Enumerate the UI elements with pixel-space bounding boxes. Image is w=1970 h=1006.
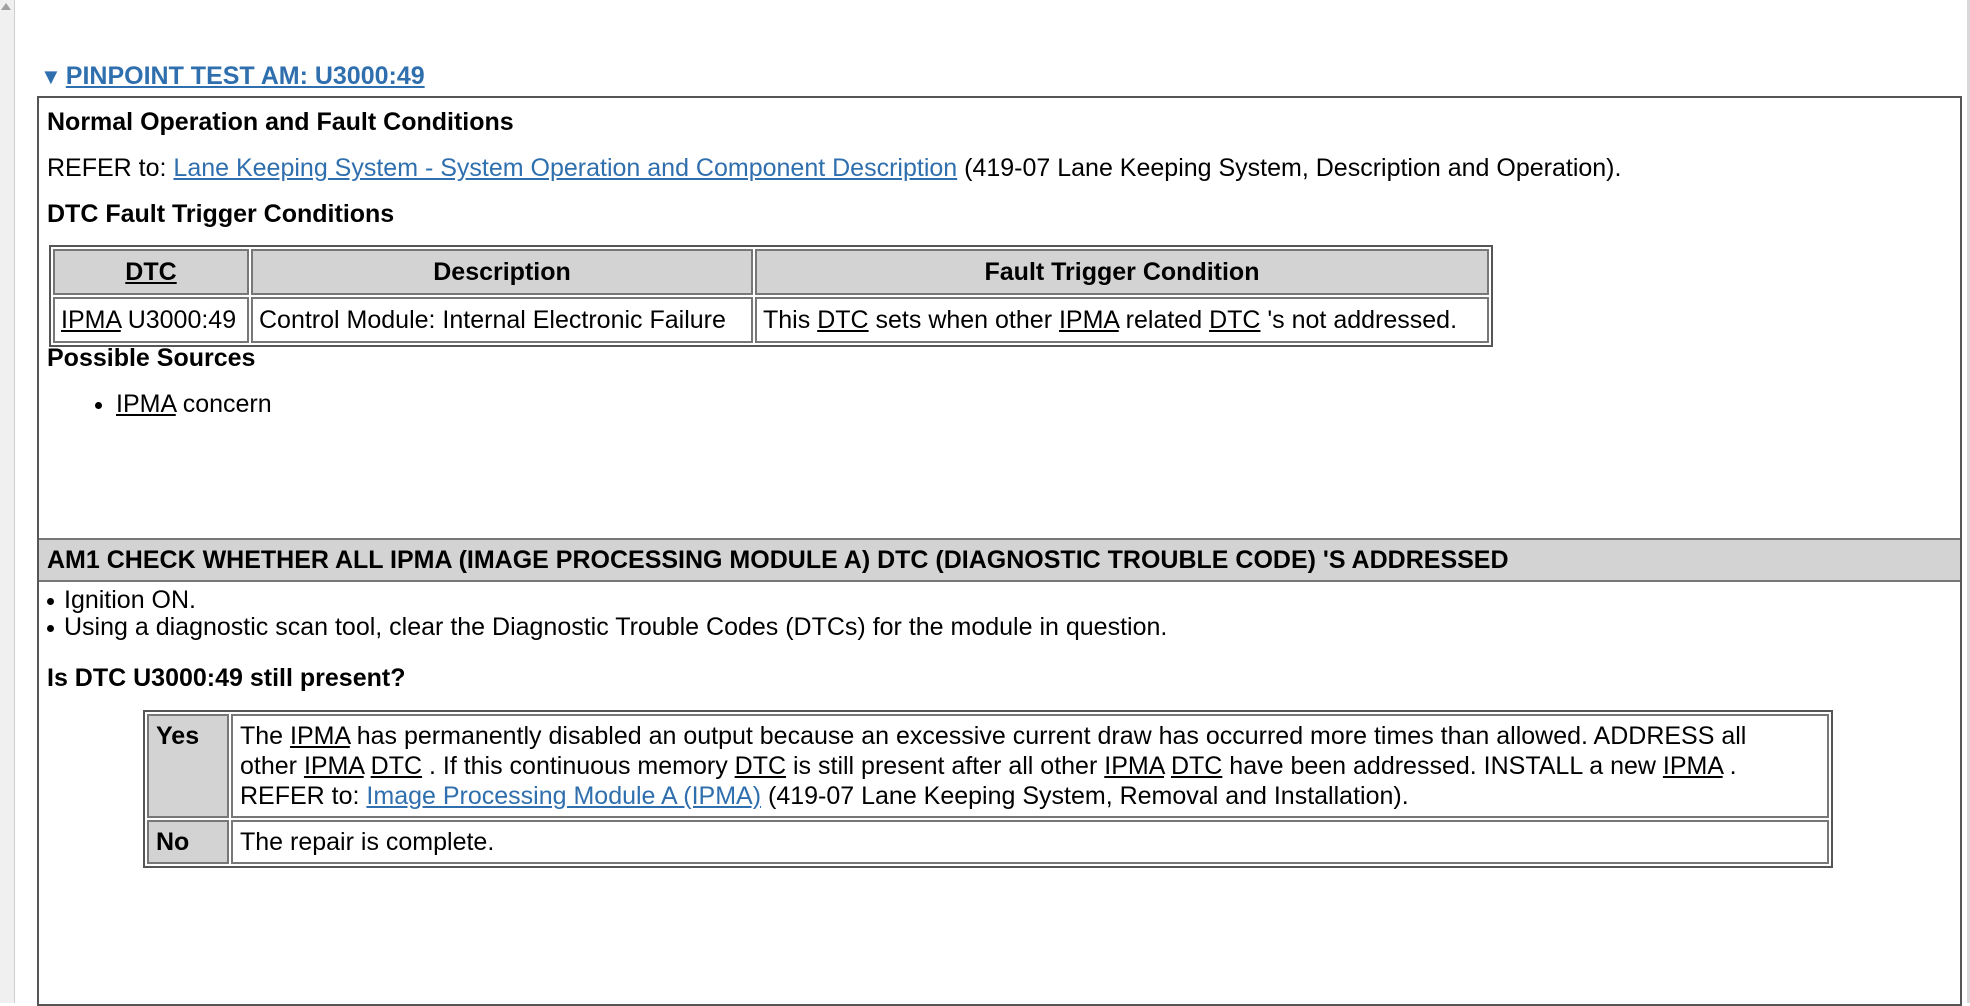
list-item: Ignition ON. <box>47 586 196 615</box>
abbr-dtc: DTC <box>370 752 423 780</box>
table-row <box>53 297 1489 343</box>
table-row <box>147 820 1829 864</box>
description-cell: Control Module: Internal Electronic Failure <box>251 297 753 343</box>
pinpoint-test-header-link[interactable] <box>40 62 425 91</box>
step-am1-title: AM1 CHECK WHETHER ALL IPMA (IMAGE PROCESSING MODULE A) DTC (DIAGNOSTIC TROUBLE CODE) 'S ADDRESSED <box>39 538 1960 582</box>
abbr-dtc: DTC <box>734 752 787 780</box>
abbr-dtc: DTC <box>1209 305 1261 334</box>
normal-operation-heading: Normal Operation and Fault Conditions <box>47 108 514 136</box>
bullet-icon <box>95 402 102 409</box>
table-row <box>147 714 1829 818</box>
list-item: Using a diagnostic scan tool, clear the Diagnostic Trouble Codes (DTCs) for the module in question. <box>47 613 1167 642</box>
bullet-icon <box>47 625 54 632</box>
abbr-ipma: IPMA <box>1662 752 1723 780</box>
ipma-removal-link[interactable]: Image Processing Module A (IPMA) <box>366 782 762 810</box>
description-column-header: Description <box>251 249 753 295</box>
scroll-up-icon[interactable] <box>1 3 11 10</box>
abbr-dtc: DTC <box>1170 752 1223 780</box>
no-answer: The repair is complete. <box>231 820 1829 864</box>
pinpoint-test-content <box>37 96 1962 1006</box>
abbr-dtc: DTC <box>817 305 869 334</box>
fault-trigger-cell: This DTC sets when other IPMA related DTC 's not addressed. <box>755 297 1489 343</box>
abbr-ipma: IPMA <box>1058 305 1119 334</box>
refer-suffix: (419-07 Lane Keeping System, Description and Operation). <box>957 154 1622 182</box>
dtc-table-header-row <box>53 249 1489 295</box>
no-label: No <box>147 820 229 864</box>
refer-line <box>47 154 1621 183</box>
yes-label: Yes <box>147 714 229 818</box>
system-operation-link[interactable]: Lane Keeping System - System Operation and Component Description <box>173 154 958 182</box>
fault-trigger-column-header: Fault Trigger Condition <box>755 249 1489 295</box>
abbr-ipma: IPMA <box>61 305 121 334</box>
list-item: IPMA concern <box>95 390 272 419</box>
dtc-cell: IPMA U3000:49 <box>53 297 249 343</box>
abbr-ipma: IPMA <box>1104 752 1164 780</box>
triangle-down-icon[interactable]: ▼ <box>40 64 62 89</box>
abbr-ipma: IPMA <box>116 390 176 418</box>
abbr-ipma: IPMA <box>290 722 350 750</box>
yes-no-table <box>143 710 1833 868</box>
possible-sources-heading: Possible Sources <box>47 344 256 372</box>
question-text: Is DTC U3000:49 still present? <box>47 664 406 692</box>
dtc-column-header: DTC <box>53 249 249 295</box>
left-scrollbar[interactable] <box>0 0 15 1003</box>
yes-answer: The IPMA has permanently disabled an output because an excessive current draw has occurred more times than allowed. ADDRESS all other IPMA DTC . If this continuous memory DTC is still present after all other IPMA DTC have been addressed. INSTALL a new IPMA . REFER to: Image Processing Module A (IPMA) (419-07 Lane Keeping System, Removal and Installation). <box>231 714 1829 818</box>
pinpoint-test-title[interactable]: PINPOINT TEST AM: U3000:49 <box>65 62 425 90</box>
refer-prefix: REFER to: <box>47 154 174 182</box>
fault-trigger-heading: DTC Fault Trigger Conditions <box>47 200 395 228</box>
dtc-table <box>49 245 1493 347</box>
abbr-ipma: IPMA <box>303 752 364 780</box>
bullet-icon <box>47 598 54 605</box>
